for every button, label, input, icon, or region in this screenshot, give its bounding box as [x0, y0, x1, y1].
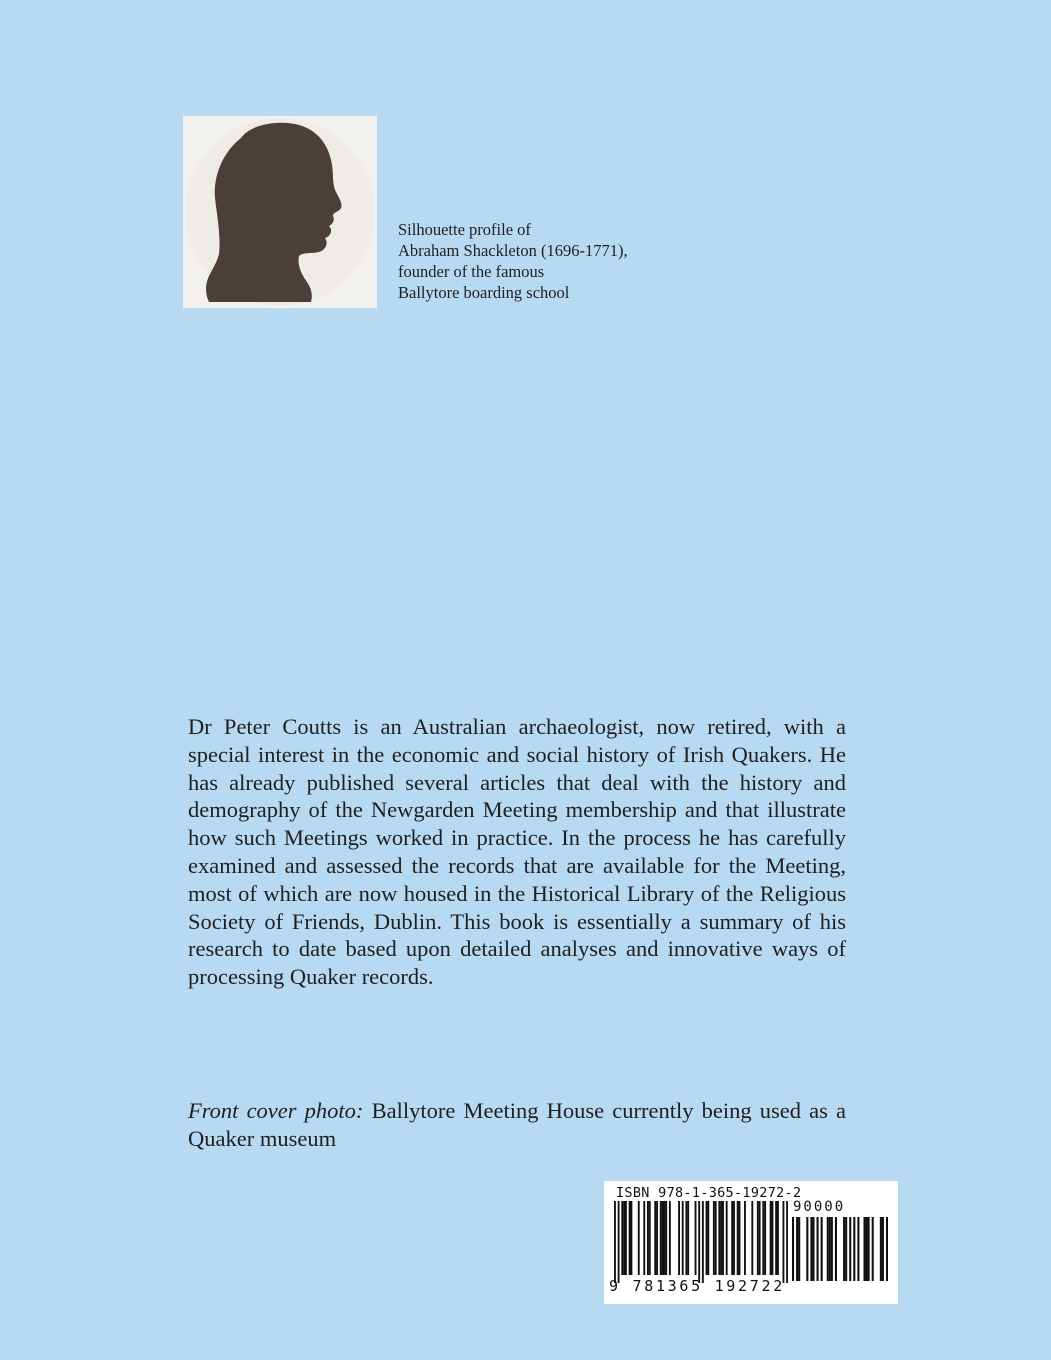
addon-bar [831, 1217, 833, 1281]
barcode-bar [623, 1201, 625, 1275]
addon-bar [866, 1217, 868, 1281]
barcode-bar [783, 1201, 785, 1283]
barcode-bar [726, 1201, 728, 1275]
cover-note-lead: Front cover photo: [188, 1098, 364, 1123]
addon-bar [880, 1217, 882, 1281]
caption-line: Abraham Shackleton (1696-1771), [398, 241, 628, 260]
addon-bar [863, 1217, 865, 1281]
addon-bar [845, 1217, 847, 1281]
barcode-bar [720, 1201, 722, 1275]
barcode-panel [604, 1181, 898, 1304]
barcode-bar [647, 1201, 649, 1275]
barcode-bar [737, 1201, 739, 1275]
isbn-label: ISBN 978-1-365-19272-2 [616, 1185, 802, 1201]
addon-bar [835, 1217, 837, 1281]
barcode-bar [695, 1201, 697, 1275]
addon-bar [806, 1217, 808, 1281]
addon-bar [868, 1217, 870, 1281]
barcode-bar [643, 1201, 645, 1275]
ean-barcode [614, 1201, 788, 1283]
barcode-bar [764, 1201, 766, 1275]
barcode-bar [665, 1201, 667, 1275]
barcode-bar [775, 1201, 777, 1275]
barcode-bar [702, 1201, 704, 1283]
barcode-bar [707, 1201, 709, 1275]
image-caption [398, 219, 718, 303]
cover-note-text: Ballytore Meeting House currently being used as a Quaker museum [188, 1098, 846, 1151]
addon-bar [857, 1217, 859, 1281]
barcode-bar [772, 1201, 774, 1275]
barcode-bar [649, 1201, 651, 1275]
barcode-bar [718, 1201, 720, 1275]
barcode-bar [621, 1201, 623, 1275]
addon-bar [843, 1217, 845, 1281]
addon-bar [812, 1217, 814, 1281]
addon-bar [817, 1217, 819, 1281]
addon-barcode [792, 1217, 888, 1281]
barcode-bar [751, 1201, 753, 1275]
barcode-bar [678, 1201, 680, 1275]
caption-line: Ballytore boarding school [398, 283, 570, 302]
barcode-bar [770, 1201, 772, 1275]
barcode-bar [663, 1201, 665, 1275]
addon-bar [798, 1217, 800, 1281]
addon-bar [796, 1217, 798, 1281]
author-silhouette-image [183, 116, 377, 308]
barcode-bar [777, 1201, 779, 1275]
addon-bar [829, 1217, 831, 1281]
barcode-bar [713, 1201, 715, 1275]
addon-bar [810, 1217, 812, 1281]
addon-bar [882, 1217, 884, 1281]
barcode-bar [682, 1201, 684, 1275]
barcode-bar [762, 1201, 764, 1275]
barcode-bar [662, 1201, 664, 1275]
barcode-bar [638, 1201, 640, 1275]
addon-bar [827, 1217, 829, 1281]
barcode-bar [706, 1201, 708, 1275]
barcode-bar [669, 1201, 671, 1275]
author-bio: Dr Peter Coutts is an Australian archaeologist, now retired, with a special interest in the economic and social history of Irish Quakers. He has already published several articles that deal with the history and demography of the Newgarden Meeting membership and that illustrate how such Meetings worked in practice. In the process he has carefully examined and assessed the records that are available for the Meeting, most of which are now housed in the Historical Library of the Religious Society of Friends, Dublin. This book is essentially a summary of his research to date based upon detailed analyses and innovative ways of processing Quaker records. [188, 714, 846, 990]
barcode-digits: 9 781365 192722 [609, 1277, 785, 1295]
addon-bar [792, 1217, 794, 1281]
barcode-bar [685, 1201, 687, 1275]
addon-bar [886, 1217, 888, 1281]
barcode-bar [731, 1201, 733, 1275]
barcode-bar [739, 1201, 741, 1275]
barcode-bar [722, 1201, 724, 1275]
front-cover-note [188, 1097, 846, 1153]
caption-line: founder of the famous [398, 262, 545, 281]
barcode-bar [654, 1201, 656, 1275]
barcode-bar [715, 1201, 717, 1275]
barcode-bar [625, 1201, 627, 1275]
barcode-bar [744, 1201, 746, 1275]
caption-line: Silhouette profile of [398, 220, 531, 239]
barcode-bar [630, 1201, 632, 1275]
barcode-bar [618, 1201, 620, 1283]
silhouette-graphic [183, 116, 377, 308]
addon-bar [821, 1217, 823, 1281]
barcode-bar [656, 1201, 658, 1275]
barcode-bar [614, 1201, 616, 1283]
addon-bar [853, 1217, 855, 1281]
addon-digits: 90000 [793, 1199, 846, 1215]
barcode-bar [660, 1201, 662, 1275]
addon-bar [872, 1217, 874, 1281]
barcode-bar [757, 1201, 759, 1275]
barcode-bar [786, 1201, 788, 1283]
barcode-bar [759, 1201, 761, 1275]
barcode-bar [733, 1201, 735, 1275]
barcode-bar [629, 1201, 631, 1275]
addon-bar [849, 1217, 851, 1281]
barcode-bar [698, 1201, 700, 1283]
barcode-bar [687, 1201, 689, 1275]
